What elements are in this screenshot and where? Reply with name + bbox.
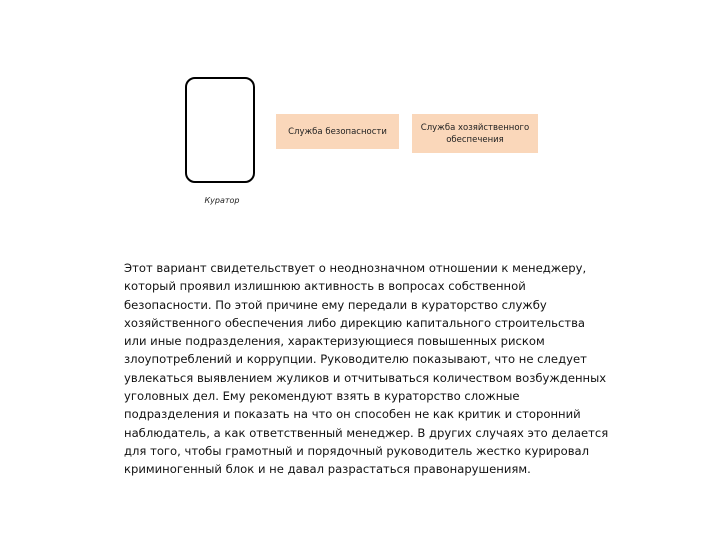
curator-label: Куратор	[204, 196, 240, 205]
curator-frame	[185, 77, 255, 183]
economic-service-label: Служба хозяйственного обеспечения	[420, 123, 530, 145]
economic-service-box	[412, 114, 538, 153]
security-service-label: Служба безопасности	[288, 126, 387, 137]
security-service-box	[276, 114, 399, 149]
explanation-paragraph: Этот вариант свидетельствует о неоднозначном отношении к менеджеру, который проявил излишнюю активность в вопросах собственной безопасности. По этой причине ему передали в кураторство службу хозяйственного обеспечения либо дирекцию капитального строительства или иные подразделения, характеризующиеся повышенных риском злоупотреблений и коррупции. Руководителю показывают, что не следует увлекаться выявлением жуликов и отчитываться количеством возбужденных уголовных дел. Ему рекомендуют взять в кураторство сложные подразделения и показать на что он способен не как критик и сторонний наблюдатель, а как ответственный менеджер. В других случаях это делается для того, чтобы грамотный и порядочный руководитель жестко курировал криминогенный блок и не давал разрастаться правонарушениям.	[124, 261, 609, 477]
